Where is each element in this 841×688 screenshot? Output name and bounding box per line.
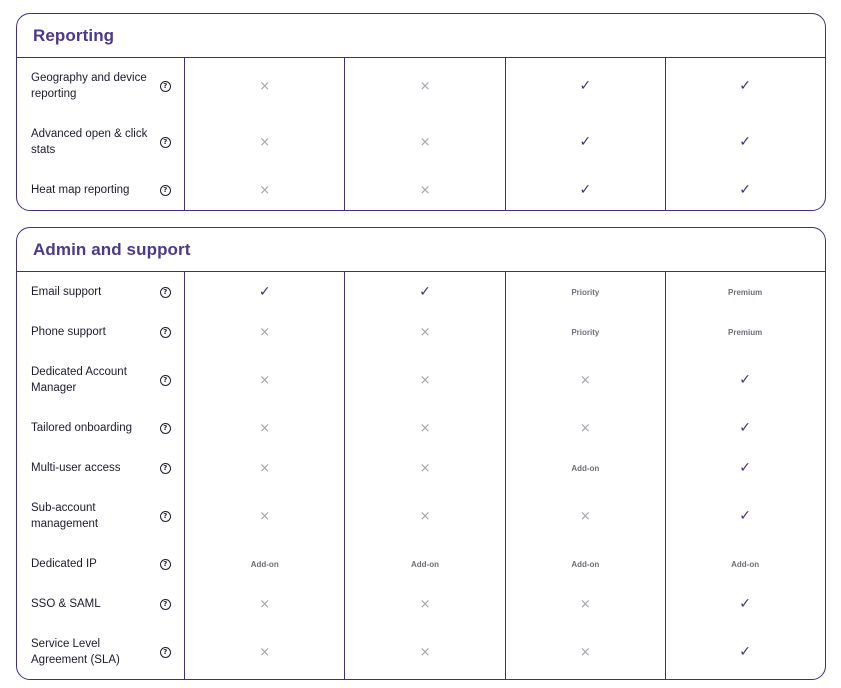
help-icon[interactable]: ? — [160, 647, 171, 658]
value-cell — [185, 488, 345, 544]
value-cell — [345, 58, 506, 114]
value-cell — [185, 624, 345, 680]
tier-tag: Priority — [571, 327, 600, 337]
value-cell — [665, 170, 825, 210]
value-cell — [505, 170, 665, 210]
check-icon: ✓ — [739, 372, 751, 388]
feature-label-cell — [17, 114, 185, 170]
reporting-section-header — [17, 14, 825, 58]
feature-label: Tailored onboarding — [31, 422, 133, 434]
feature-label-cell — [17, 312, 185, 352]
tier-tag: Premium — [728, 327, 763, 337]
value-cell — [345, 584, 506, 624]
help-icon[interactable]: ? — [160, 287, 171, 298]
value-cell — [505, 114, 665, 170]
value-cell — [345, 408, 506, 448]
value-cell — [665, 408, 825, 448]
value-cell — [345, 448, 506, 488]
reporting-section — [16, 13, 826, 211]
table-row — [17, 170, 825, 210]
table-row — [17, 544, 825, 584]
feature-label-cell — [17, 624, 185, 680]
help-icon[interactable]: ? — [160, 463, 171, 474]
help-icon[interactable]: ? — [160, 81, 171, 92]
value-cell — [665, 272, 825, 312]
value-cell — [185, 170, 345, 210]
addon-tag: Add-on — [571, 463, 600, 473]
value-cell — [505, 624, 665, 680]
cross-icon: × — [419, 596, 431, 612]
cross-icon: × — [579, 644, 591, 660]
addon-tag: Add-on — [250, 559, 279, 569]
value-cell — [185, 584, 345, 624]
value-cell — [665, 544, 825, 584]
addon-tag: Add-on — [411, 559, 440, 569]
feature-label-cell — [17, 448, 185, 488]
value-cell — [505, 408, 665, 448]
cross-icon: × — [259, 508, 271, 524]
feature-label: SSO & SAML — [31, 598, 101, 610]
table-row — [17, 488, 825, 544]
cross-icon: × — [419, 508, 431, 524]
check-icon: ✓ — [739, 134, 751, 150]
feature-label: Heat map reporting — [31, 184, 130, 196]
feature-label-cell — [17, 170, 185, 210]
addon-tag: Add-on — [571, 559, 600, 569]
cross-icon: × — [259, 420, 271, 436]
help-icon[interactable]: ? — [160, 327, 171, 338]
cross-icon: × — [419, 372, 431, 388]
section-title: Reporting — [33, 25, 115, 45]
cross-icon: × — [259, 182, 271, 198]
value-cell — [665, 624, 825, 680]
check-icon: ✓ — [739, 460, 751, 476]
value-cell — [665, 352, 825, 408]
help-icon[interactable]: ? — [160, 137, 171, 148]
value-cell — [505, 352, 665, 408]
table-row — [17, 312, 825, 352]
help-icon[interactable]: ? — [160, 559, 171, 570]
cross-icon: × — [419, 644, 431, 660]
cross-icon: × — [259, 78, 271, 94]
section-title: Admin and support — [33, 239, 191, 259]
check-icon: ✓ — [739, 644, 751, 660]
feature-label-cell — [17, 408, 185, 448]
cross-icon: × — [419, 420, 431, 436]
check-icon: ✓ — [739, 596, 751, 612]
cross-icon: × — [419, 460, 431, 476]
admin-support-section-header — [17, 228, 825, 272]
feature-label: Advanced open & click stats — [31, 128, 148, 156]
table-row — [17, 448, 825, 488]
check-icon: ✓ — [739, 182, 751, 198]
table-row — [17, 624, 825, 680]
cross-icon: × — [259, 460, 271, 476]
value-cell — [185, 114, 345, 170]
value-cell — [665, 488, 825, 544]
feature-label-cell — [17, 58, 185, 114]
check-icon: ✓ — [739, 508, 751, 524]
help-icon[interactable]: ? — [160, 185, 171, 196]
feature-label: Service Level Agreement (SLA) — [31, 638, 120, 666]
table-row — [17, 272, 825, 312]
check-icon: ✓ — [258, 284, 271, 300]
feature-label: Phone support — [31, 326, 106, 338]
table-row — [17, 408, 825, 448]
value-cell — [345, 272, 506, 312]
value-cell — [505, 448, 665, 488]
feature-label-cell — [17, 544, 185, 584]
cross-icon: × — [419, 78, 431, 94]
value-cell — [345, 544, 506, 584]
feature-label: Dedicated Account Manager — [31, 366, 127, 394]
value-cell — [185, 312, 345, 352]
cross-icon: × — [259, 372, 271, 388]
help-icon[interactable]: ? — [160, 375, 171, 386]
value-cell — [665, 448, 825, 488]
check-icon: ✓ — [579, 78, 592, 94]
check-icon: ✓ — [739, 78, 751, 94]
help-icon[interactable]: ? — [160, 599, 171, 610]
value-cell — [665, 584, 825, 624]
feature-label: Email support — [31, 286, 102, 298]
feature-label-cell — [17, 272, 185, 312]
value-cell — [345, 312, 506, 352]
cross-icon: × — [259, 596, 271, 612]
value-cell — [185, 272, 345, 312]
feature-label: Geography and device reporting — [31, 72, 147, 100]
check-icon: ✓ — [419, 284, 431, 300]
value-cell — [185, 408, 345, 448]
addon-tag: Add-on — [731, 559, 760, 569]
value-cell — [665, 312, 825, 352]
tier-tag: Priority — [571, 287, 600, 297]
value-cell — [505, 312, 665, 352]
value-cell — [665, 114, 825, 170]
feature-label-cell — [17, 352, 185, 408]
cross-icon: × — [579, 508, 591, 524]
cross-icon: × — [419, 182, 431, 198]
value-cell — [185, 352, 345, 408]
table-row — [17, 114, 825, 170]
help-icon[interactable]: ? — [160, 423, 171, 434]
feature-label: Dedicated IP — [31, 558, 97, 570]
check-icon: ✓ — [739, 420, 751, 436]
value-cell — [505, 544, 665, 584]
value-cell — [505, 272, 665, 312]
table-row — [17, 584, 825, 624]
value-cell — [185, 58, 345, 114]
value-cell — [345, 114, 506, 170]
cross-icon: × — [259, 134, 271, 150]
tier-tag: Premium — [728, 287, 763, 297]
feature-label-cell — [17, 584, 185, 624]
admin-support-section — [16, 227, 826, 680]
value-cell — [505, 488, 665, 544]
value-cell — [505, 58, 665, 114]
table-row — [17, 352, 825, 408]
value-cell — [665, 58, 825, 114]
value-cell — [345, 488, 506, 544]
feature-label: Multi-user access — [31, 462, 121, 474]
value-cell — [345, 170, 506, 210]
value-cell — [185, 448, 345, 488]
feature-label: Sub-account management — [31, 502, 99, 530]
help-icon[interactable]: ? — [160, 511, 171, 522]
check-icon: ✓ — [579, 134, 592, 150]
cross-icon: × — [579, 372, 591, 388]
cross-icon: × — [419, 134, 431, 150]
feature-label-cell — [17, 488, 185, 544]
value-cell — [345, 352, 506, 408]
value-cell — [505, 584, 665, 624]
cross-icon: × — [259, 324, 271, 340]
check-icon: ✓ — [579, 182, 592, 198]
table-row — [17, 58, 825, 114]
value-cell — [345, 624, 506, 680]
cross-icon: × — [579, 596, 591, 612]
cross-icon: × — [579, 420, 591, 436]
value-cell — [185, 544, 345, 584]
cross-icon: × — [259, 644, 271, 660]
cross-icon: × — [419, 324, 431, 340]
